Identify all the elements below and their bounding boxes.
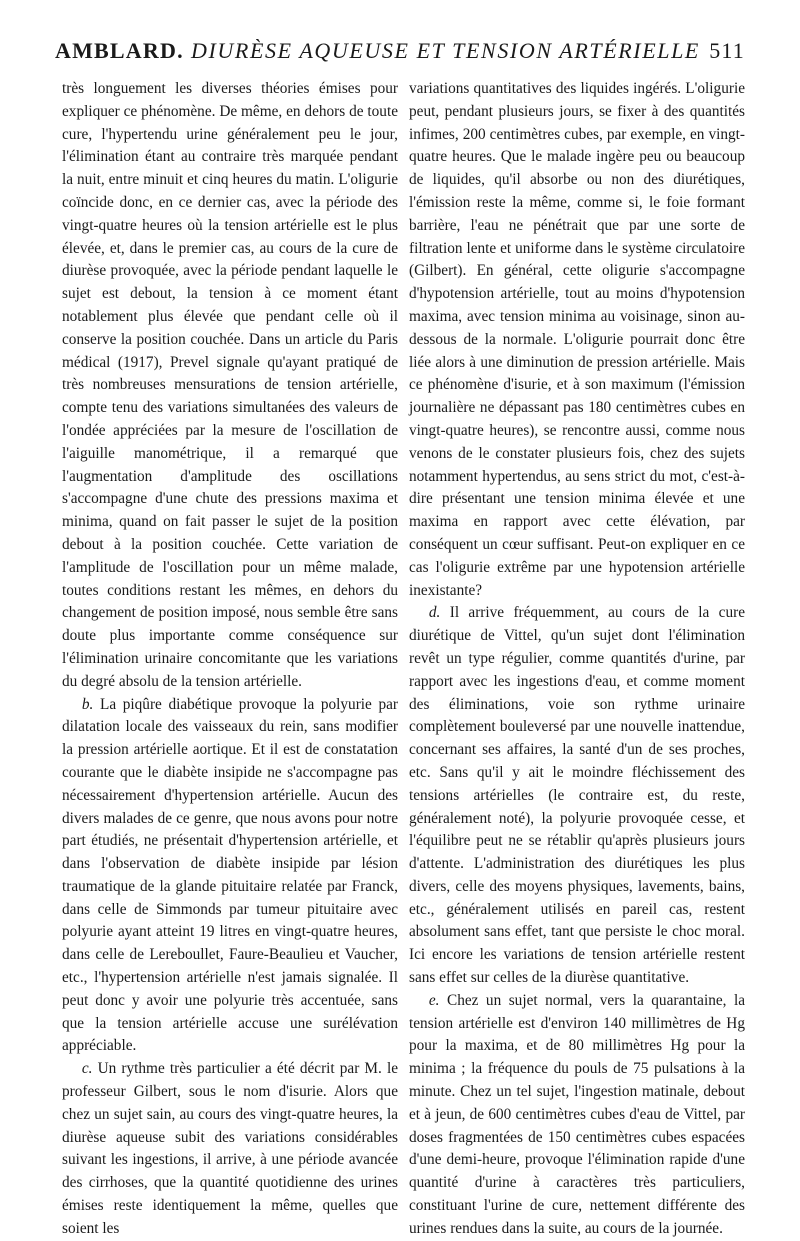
header-title: DIURÈSE AQUEUSE ET TENSION ARTÉRIELLE [191, 38, 700, 63]
paragraph-text: Un rythme très particulier a été décrit par M. le professeur Gilbert, sous le nom d'isurie. Alors que chez un sujet sain, au cours des vingt-quatre heures, la diurèse aqueuse subit des variations considérables suivant les ingestions, il arrive, à une période avancée des cirrhoses, que la quantité quotidienne des urines émises reste identiquement la même, quelles que soient les [62, 1060, 398, 1237]
paragraph-text: Chez un sujet normal, vers la quarantaine, la tension artérielle est d'environ 140 millimètres de Hg pour la maxima, et de 80 millimètres Hg pour la minima ; la fréquence du pouls de 75 pulsations à la minute. Chez un tel sujet, l'ingestion matinale, debout et à jeun, de 600 centimètres cubes d'eau de Vittel, par doses fragmentées de 150 centimètres cubes espacées d'une demi-heure, provoque l'élimination rapide d'une quantité d'urine à caractères très particuliers, constituant l'urine de cure, nettement différente des urines rendues dans la suite, au cours de la journée. [409, 991, 745, 1237]
paragraph-text: Il arrive fréquemment, au cours de la cure diurétique de Vittel, qu'un sujet dont l'élimination revêt un type régulier, comme quantités d'urine, par rapport avec les ingestions d'eau, et comme moment des éliminations, voie son rythme urinaire complètement bouleversé par une nouvelle inattendue, concernant ses affaires, la santé d'un de ses proches, etc. Sans qu'il y ait le moindre fléchissement des tensions artérielles (le contraire est, du reste, généralement noté), la polyurie provoquée cesse, et l'équilibre peut ne se rétablir qu'après plusieurs jours d'attente. L'administration des diurétiques les plus divers, celle des moyens physiques, lavements, bains, etc., généralement utilisés en pareil cas, restent absolument sans effet, tant que persiste le choc moral. Ici encore les variations de tension artérielle restent sans effet sur celles de la diurèse quantitative. [409, 604, 745, 987]
paragraph: variations quantitatives des liquides ingérés. L'oligurie peut, pendant plusieurs jours, se fixer à des quantités infimes, 200 centimètres cubes, par exemple, en vingt-quatre heures. Que le malade ingère peu ou beaucoup de liquides, qu'il absorbe ou non des diurétiques, l'émission reste la même, comme si, le foie formant barrière, l'eau ne pénétrait que par une sorte de filtration lente et uniforme dans le système circulatoire (Gilbert). En général, cette oligurie s'accompagne d'hypotension artérielle, tout au moins d'hypotension maxima, avec tension minima au voisinage, sinon au-dessous de la normale. L'oligurie pourrait donc être liée alors à une diminution de pression artérielle. Mais ce phénomène d'isurie, et à son maximum (l'émission journalière ne dépassant pas 180 centimètres cubes en vingt-quatre heures), se rencontre aussi, comme nous venons de le constater plusieurs fois, chez des sujets notamment hypertendus, au sens strict du mot, c'est-à-dire présentant une tension minima élevée et une maxima en rapport avec cette élévation, par conséquent un cœur suffisant. Peut-on expliquer en ce cas l'oligurie extrême par une hypotension artérielle inexistante? [409, 80, 745, 599]
paragraph [409, 602, 745, 990]
paragraph-marker: b. [81, 695, 94, 713]
paragraph-marker: e. [428, 991, 440, 1009]
right-column [409, 78, 745, 1241]
paragraph [409, 990, 745, 1241]
paragraph-marker: c. [81, 1060, 93, 1078]
left-column [62, 78, 398, 1241]
paragraph-marker: d. [428, 604, 441, 622]
header-author: AMBLARD. [55, 38, 184, 63]
page-number: 511 [709, 38, 745, 63]
paragraph [62, 1058, 398, 1240]
paragraph: très longuement les diverses théories émises pour expliquer ce phénomène. De même, en dehors de toute cure, l'hypertendu urine généralement peu le jour, l'élimination étant au contraire très marquée pendant la nuit, entre minuit et cinq heures du matin. L'oligurie coïncide donc, en ce dernier cas, avec la période des vingt-quatre heures où la tension artérielle est le plus élevée, et, dans le premier cas, au cours de la cure de diurèse provoquée, avec la période pendant laquelle le sujet est debout, la tension à ce moment étant notablement plus élevée que pendant celle où il conserve la position couchée. Dans un article du Paris médical (1917), Prevel signale qu'ayant pratiqué de très nombreuses mensurations de tension artérielle, compte tenu des variations simultanées des valeurs de l'ondée appréciées par la mesure de l'oscillation de l'aiguille manométrique, il a remarqué que l'augmentation d'amplitude des oscillations s'accompagne d'une chute des pressions maxima et minima, quand on fait passer le sujet de la position debout à la position couchée. Cette variation de l'amplitude de l'oscillation pour un même malade, toutes conditions restant les mêmes, en dehors du changement de position imposé, nous semble être sans doute plus importante comme conséquence sur l'élimination urinaire concomitante que les variations du degré absolu de la tension artérielle. [62, 80, 398, 690]
running-header [55, 38, 745, 68]
paragraph-text: La piqûre diabétique provoque la polyurie par dilatation locale des vaisseaux du rein, sans modifier la pression artérielle aortique. Et il est de constatation courante que le diabète insipide ne s'accompagne pas nécessairement d'hypertension artérielle. Aucun des divers malades de ce genre, que nous avons pour notre part étudiés, ne présentait d'hypertension artérielle, et dans l'observation de diabète insipide par lésion traumatique de la glande pituitaire relatée par Franck, dans celle de Simmonds par tumeur pituitaire avec polyurie ayant atteint 19 litres en vingt-quatre heures, dans celle de Lereboullet, Faure-Beaulieu et Vaucher, etc., l'hypertension artérielle n'est jamais signalée. Il peut donc y avoir une polyurie très accentuée, sans que la tension artérielle accuse une surélévation appréciable. [62, 695, 399, 1055]
paragraph [62, 694, 398, 1059]
